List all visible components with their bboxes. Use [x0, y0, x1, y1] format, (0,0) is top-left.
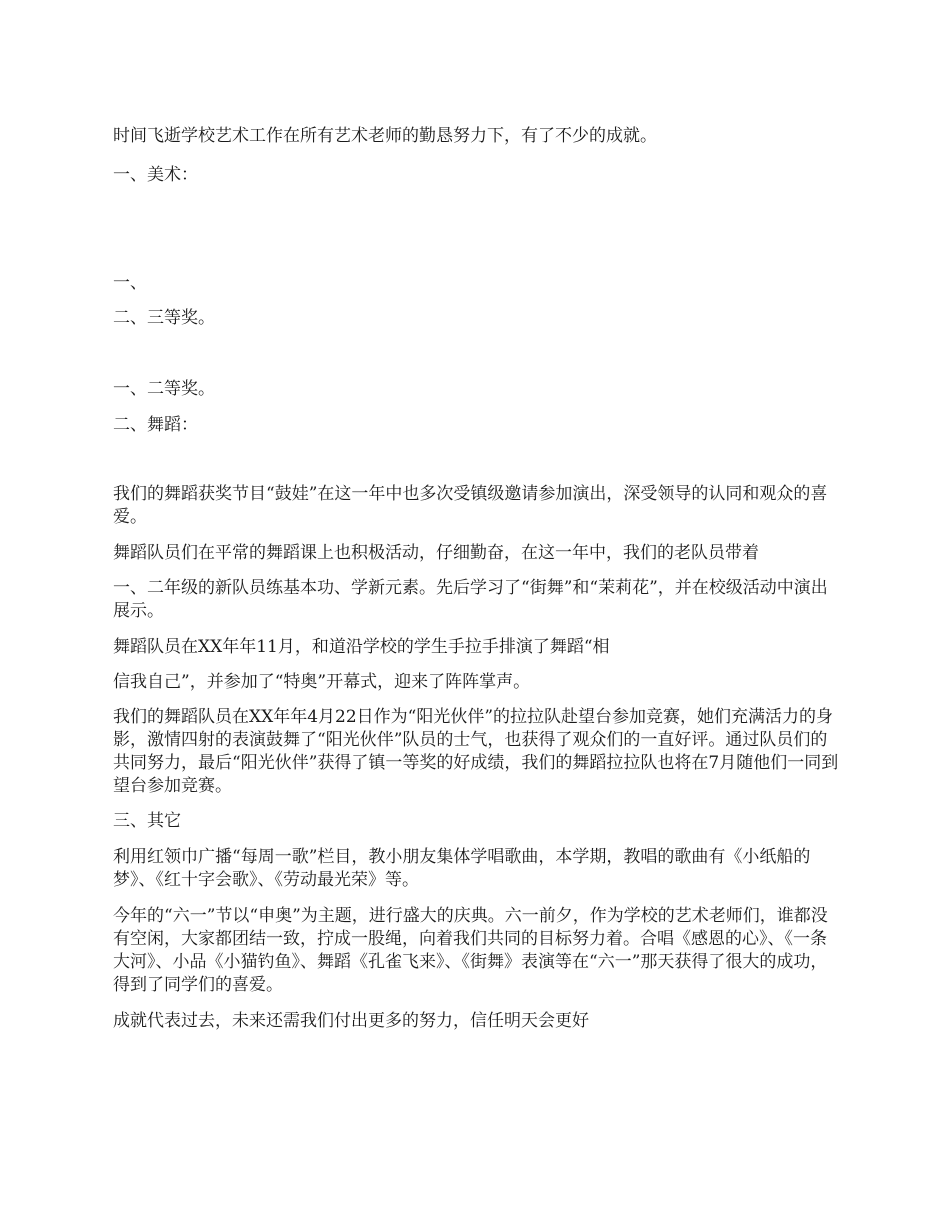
- list-item: 一、: [113, 273, 147, 293]
- list-item: 一、二等奖。: [113, 379, 215, 399]
- body-paragraph: 舞蹈队员们在平常的舞蹈课上也积极活动，仔细勤奋，在这一年中，我们的老队员带着: [113, 543, 759, 563]
- body-paragraph: 信我自己”，并参加了“特奥”开幕式，迎来了阵阵掌声。: [113, 672, 531, 692]
- list-item: 二、三等奖。: [113, 308, 215, 328]
- section-heading-other: 三、其它: [113, 811, 181, 831]
- body-paragraph: 一、二年级的新队员练基本功、学新元素。先后学习了“街舞”和“茉莉花”，并在校级活动中演出展示。: [113, 578, 828, 621]
- closing-paragraph: 成就代表过去，未来还需我们付出更多的努力，信任明天会更好: [113, 1011, 589, 1031]
- body-paragraph: 我们的舞蹈队员在XX年年4月22日作为“阳光伙伴”的拉拉队赴望台参加竞赛，她们充满活力的身影，激情四射的表演鼓舞了“阳光伙伴”队员的士气，也获得了观众们的一直好评。通过队员们的共同努力，最后“阳光伙伴”获得了镇一等奖的好成绩，我们的舞蹈拉拉队也将在7月随他们一同到望台参加竞赛。: [113, 707, 839, 796]
- body-paragraph: 我们的舞蹈获奖节目“鼓娃”在这一年中也多次受镇级邀请参加演出，深受领导的认同和观众的喜爱。: [113, 484, 828, 527]
- body-paragraph: 今年的“六一”节以“申奥”为主题，进行盛大的庆典。六一前夕，作为学校的艺术老师们，谁都没有空闲，大家都团结一致，拧成一股绳，向着我们共同的目标努力着。合唱《感恩的心》、《一条大河》、小品《小猫钓鱼》、舞蹈《孔雀飞来》、《街舞》表演等在“六一”那天获得了很大的成功，得到了同学们的喜爱。: [113, 906, 828, 995]
- section-heading-art: 一、美术：: [113, 165, 198, 185]
- body-paragraph: 利用红领巾广播“每周一歌”栏目，教小朋友集体学唱歌曲，本学期，教唱的歌曲有《小纸船的梦》、《红十字会歌》、《劳动最光荣》等。: [113, 847, 811, 890]
- section-heading-dance: 二、舞蹈：: [113, 415, 198, 435]
- body-paragraph: 舞蹈队员在XX年年11月，和道沿学校的学生手拉手排演了舞蹈“相: [113, 637, 610, 657]
- intro-paragraph: 时间飞逝学校艺术工作在所有艺术老师的勤恳努力下，有了不少的成就。: [113, 126, 657, 146]
